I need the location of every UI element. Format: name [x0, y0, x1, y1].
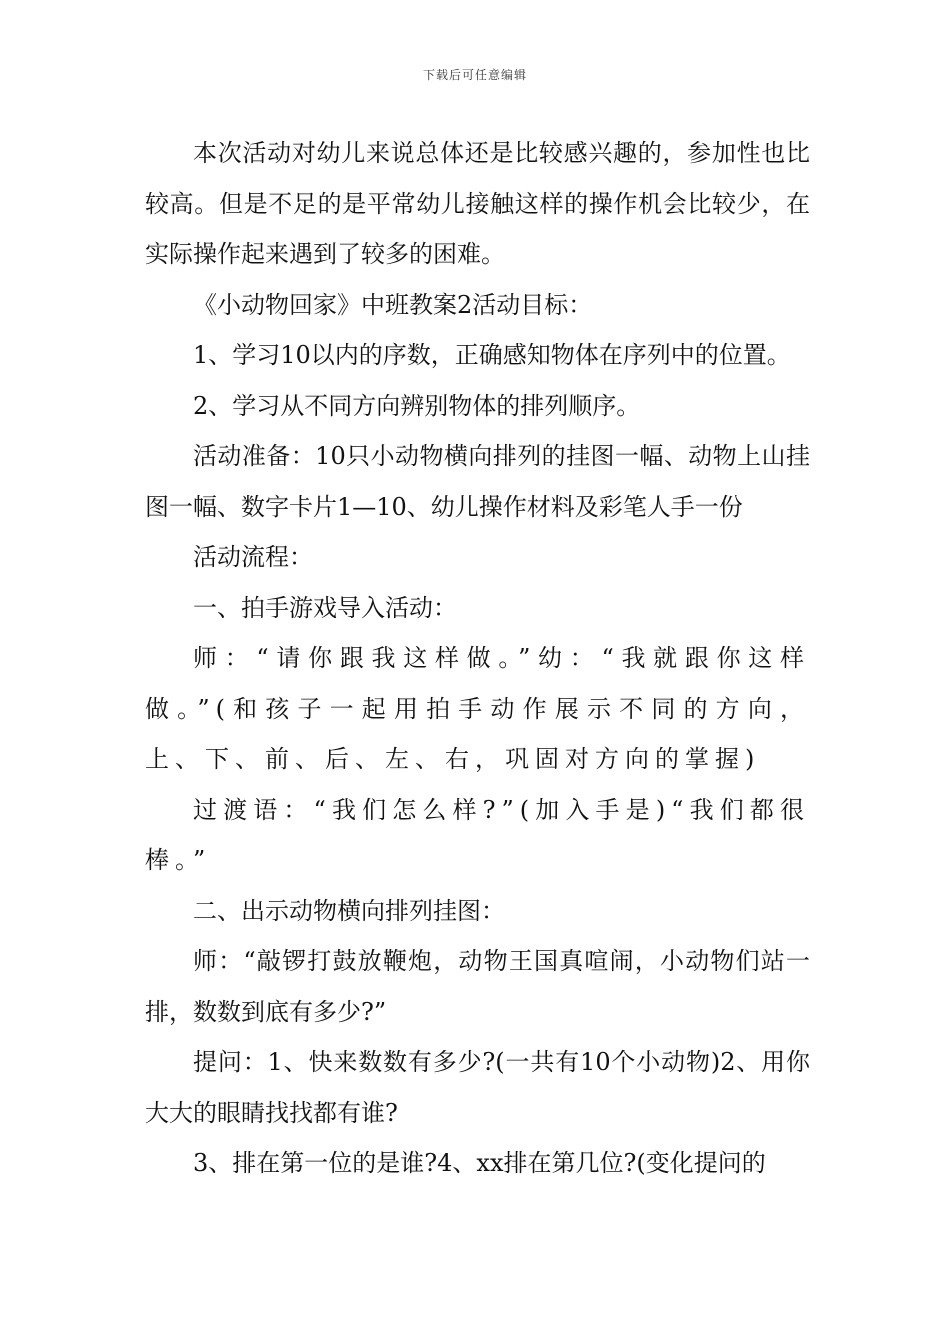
paragraph-goal-2: 2、学习从不同方向辨别物体的排列顺序。	[193, 391, 641, 420]
paragraph-preparation: 活动准备：10只小动物横向排列的挂图一幅、动物上山挂图一幅、数字卡片1—10、幼儿操作材料及彩笔人手一份	[145, 442, 810, 521]
document-body	[145, 128, 810, 1189]
paragraph-questions-2: 3、排在第一位的是谁?4、xx排在第几位?(变化提问的	[193, 1149, 766, 1177]
paragraph-summary: 本次活动对幼儿来说总体还是比较感兴趣的，参加性也比较高。但是不足的是平常幼儿接触这样的操作机会比较少，在实际操作起来遇到了较多的困难。	[145, 139, 810, 268]
paragraph-transition: 过渡语：“我们怎么样?”(加入手是)“我们都很棒。”	[145, 795, 810, 874]
paragraph-clap-game: 师：“请你跟我这样做。”幼：“我就跟你这样做。”(和孩子一起用拍手动作展示不同的方向，上、下、前、后、左、右，巩固对方向的掌握)	[145, 644, 810, 773]
paragraph-goal-1: 1、学习10以内的序数，正确感知物体在序列中的位置。	[193, 341, 791, 369]
page-header-note: 下载后可任意编辑	[422, 68, 527, 82]
paragraph-step-1-heading: 一、拍手游戏导入活动：	[193, 593, 457, 622]
paragraph-teacher-rhyme: 师：“敲锣打鼓放鞭炮，动物王国真喧闹，小动物们站一排，数数到底有多少?”	[145, 947, 810, 1026]
paragraph-questions-1: 提问：1、快来数数有多少?(一共有10个小动物)2、用你大大的眼睛找找都有谁?	[145, 1048, 810, 1127]
paragraph-lesson-title: 《小动物回家》中班教案2活动目标：	[193, 290, 593, 319]
paragraph-step-2-heading: 二、出示动物横向排列挂图：	[193, 896, 505, 925]
paragraph-process-heading: 活动流程：	[193, 543, 313, 571]
